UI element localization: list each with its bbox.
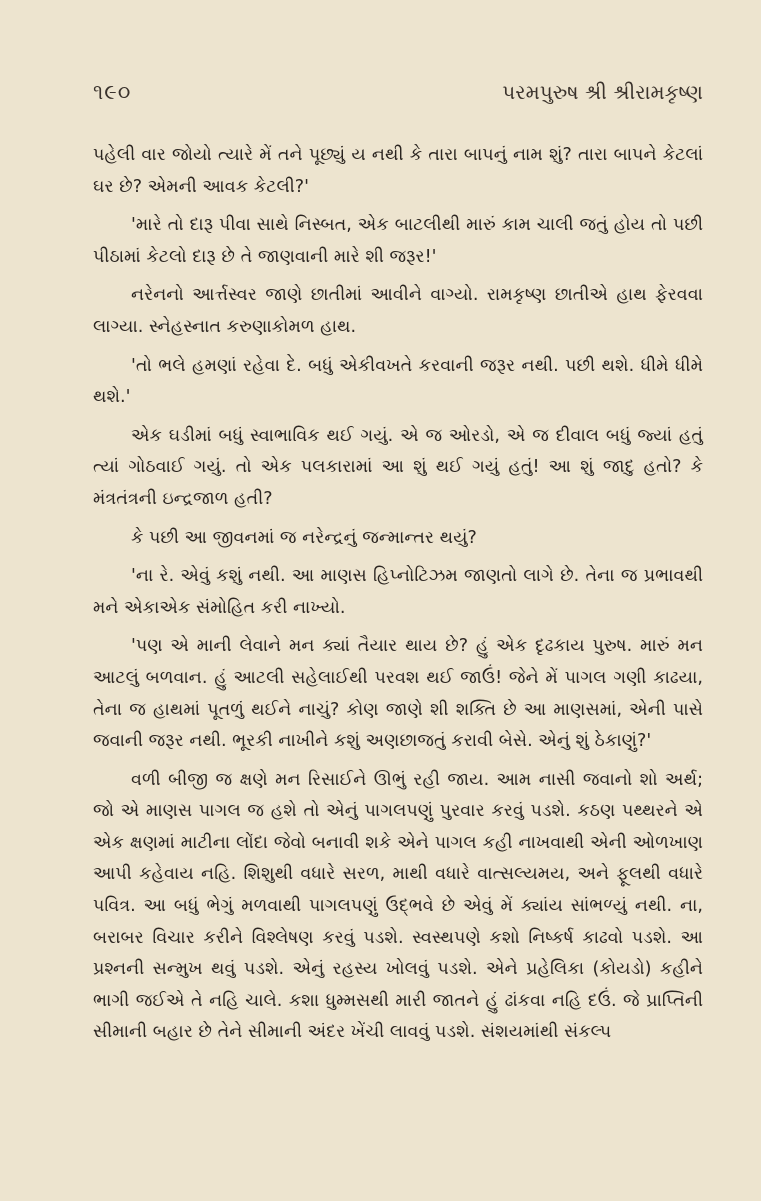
paragraph: 'ના રે. એવું કશું નથી. આ માણસ હિપ્નોટિઝમ જાણતો લાગે છે. તેના જ પ્રભાવથી મને એકાએક સંમોહિત કરી નાખ્યો. (93, 566, 703, 618)
body-text (93, 140, 703, 1049)
paragraph: કે પછી આ જીવનમાં જ નરેન્દ્રનું જન્માન્તર થયું? (131, 527, 477, 548)
page-number: ૧૯૦ (93, 80, 132, 104)
paragraph: વળી બીજી જ ક્ષણે મન રિસાઈને ઊભું રહી જાય. આમ નાસી જવાનો શો અર્થ; જો એ માણસ પાગલ જ હશે તો એનું પાગલપણું પુરવાર કરવું પડશે. કઠણ પથ્થરને એ એક ક્ષણમાં માટીના લોંદા જેવો બનાવી શકે એને પાગલ કહી નાખવાથી એની ઓળખાણ આપી કહેવાય નહિ. શિશુથી વધારે સરળ, માથી વધારે વાત્સલ્યમય, અને ફૂલથી વધારે પવિત્ર. આ બધું ભેગું મળવાથી પાગલપણું ઉદ્ભવે છે એવું મેં ક્યાંય સાંભળ્યું નથી. ના, બરાબર વિચાર કરીને વિશ્લેષણ કરવું પડશે. સ્વસ્થપણે કશો નિષ્કર્ષ કાઢવો પડશે. આ પ્રશ્નની સન્મુખ થવું પડશે. એનું રહસ્ય ખોલવું પડશે. એને પ્રહેલિકા (કોયડો) કહીને ભાગી જઈએ તે નહિ ચાલે. કશા ધુમ્મસથી મારી જાતને હું ઢાંકવા નહિ દઉં. જે પ્રાપ્તિની સીમાની બહાર છે તેને સીમાની અંદર ખેંચી લાવવું પડશે. સંશયમાંથી સંકલ્પ (93, 769, 703, 1043)
paragraph: 'મારે તો દારૂ પીવા સાથે નિસ્બત, એક બાટલીથી મારું કામ ચાલી જતું હોય તો પછી પીઠામાં કેટલો દારૂ છે તે જાણવાની મારે શી જરૂર!' (93, 215, 703, 267)
book-page (93, 80, 703, 1180)
running-title: પરમપુરુષ શ્રી શ્રીરામકૃષ્ણ (502, 80, 703, 104)
paragraph: નરેનનો આર્ત્તસ્વર જાણે છાતીમાં આવીને વાગ્યો. રામકૃષ્ણ છાતીએ હાથ ફેરવવા લાગ્યા. સ્નેહસ્નાત કરુણાકોમળ હાથ. (93, 285, 703, 337)
paragraph: પહેલી વાર જોયો ત્યારે મેં તને પૂછ્યું ય નથી કે તારા બાપનું નામ શું? તારા બાપને કેટલાં ઘર છે? એમની આવક કેટલી?' (93, 145, 703, 197)
paragraph: એક ઘડીમાં બધું સ્વાભાવિક થઈ ગયું. એ જ ઓરડો, એ જ દીવાલ બધું જ્યાં હતું ત્યાં ગોઠવાઈ ગયું. તો એક પલકારામાં આ શું થઈ ગયું હતું! આ શું જાદુ હતો? કે મંત્રતંત્રની ઇન્દ્રજાળ હતી? (93, 425, 703, 509)
paragraph: 'પણ એ માની લેવાને મન ક્યાં તૈયાર થાય છે? હું એક દૃઢકાય પુરુષ. મારું મન આટલું બળવાન. હું આટલી સહેલાઈથી પરવશ થઈ જાઉં! જેને મેં પાગલ ગણી કાઢયા, તેના જ હાથમાં પૂતળું થઈને નાચું? કોણ જાણે શી શક્તિ છે આ માણસમાં, એની પાસે જવાની જરૂર નથી. ભૂરકી નાખીને કશું અણછાજતું કરાવી બેસે. એનું શું ઠેકાણું?' (93, 636, 703, 752)
page-header (93, 80, 703, 120)
paragraph: 'તો ભલે હમણાં રહેવા દે. બધું એકીવખતે કરવાની જરૂર નથી. પછી થશે. ધીમે ધીમે થશે.' (93, 355, 703, 408)
